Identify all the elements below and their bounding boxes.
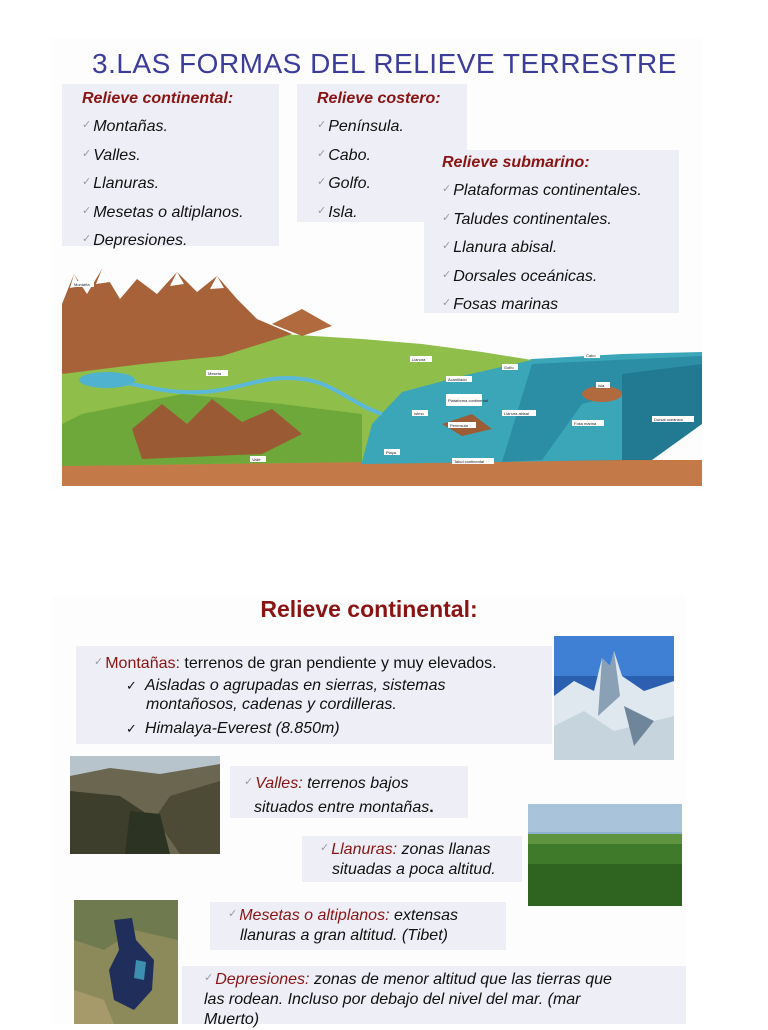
map-label: Meseta — [208, 371, 222, 376]
check-icon: ✓ — [442, 297, 452, 309]
map-label: Llanura abisal — [504, 411, 529, 416]
map-label: Isla — [598, 383, 605, 388]
relieve-continental-list — [82, 112, 279, 255]
check-icon: ✓ — [126, 721, 137, 736]
list-item: ✓ Mesetas o altiplanos. — [82, 203, 244, 221]
term-valles: Valles: — [255, 775, 303, 792]
depression-satellite-photo — [74, 900, 178, 1024]
map-label: Talud continental — [454, 459, 485, 464]
map-label: Acantilado — [448, 377, 467, 382]
mesetas-line-1: ✓ Mesetas o altiplanos: extensas — [228, 907, 459, 924]
check-icon: ✓ — [317, 176, 327, 188]
map-label: Valle — [252, 457, 261, 462]
check-icon: ✓ — [228, 908, 238, 920]
box-heading: Relieve continental: — [82, 90, 234, 107]
map-label: Playa — [386, 450, 397, 455]
check-icon: ✓ — [317, 147, 327, 160]
map-label: Dorsal oceánica — [654, 417, 683, 422]
slide-relieve-continental — [52, 596, 686, 1028]
list-item: ✓ Isla. — [317, 203, 358, 221]
check-icon: ✓ — [442, 211, 452, 224]
map-label: Fosa marina — [574, 421, 597, 426]
check-icon: ✓ — [320, 842, 330, 854]
list-item: ✓ Depresiones. — [82, 232, 188, 249]
list-item: ✓ Cabo. — [317, 146, 371, 164]
term-montanas: Montañas: — [105, 655, 180, 672]
montanas-sub-1-cont: montañosos, cadenas y cordilleras. — [146, 696, 397, 713]
check-icon: ✓ — [204, 972, 214, 984]
term-llanuras: Llanuras: — [331, 841, 398, 858]
map-label: Península — [450, 423, 468, 428]
check-icon: ✓ — [442, 268, 452, 281]
mesetas-line-2: llanuras a gran altitud. (Tibet) — [240, 927, 448, 944]
check-icon: ✓ — [82, 119, 92, 131]
check-icon: ✓ — [317, 204, 327, 217]
depresiones-line-3: Muerto) — [204, 1011, 260, 1028]
montanas-sub-2: ✓ Himalaya-Everest (8.850m) — [126, 720, 340, 737]
relieve-continental-box — [62, 84, 279, 249]
list-item: ✓ Llanura abisal. — [442, 239, 558, 256]
depresiones-box — [182, 966, 686, 1028]
list-item: ✓ Península. — [317, 118, 404, 135]
check-icon: ✓ — [82, 176, 92, 188]
mountain-photo — [554, 636, 674, 760]
map-label: Cabo — [586, 353, 596, 358]
ocean-trench — [622, 364, 702, 460]
box-heading: Relieve costero: — [317, 90, 441, 107]
term-mesetas: Mesetas o altiplanos: — [239, 907, 390, 924]
check-icon: ✓ — [442, 240, 452, 252]
map-label: Istmo — [414, 411, 424, 416]
list-item: ✓ Fosas marinas — [442, 296, 559, 313]
llanuras-box — [302, 836, 522, 882]
slide-relieve-terrestre — [52, 38, 702, 490]
valles-line-2: situados entre montañas. — [254, 799, 434, 816]
term-depresiones: Depresiones: — [215, 971, 310, 988]
check-icon: ✓ — [82, 204, 92, 217]
montanas-sub-1: ✓ Aisladas o agrupadas en sierras, sistemas — [126, 677, 446, 694]
check-icon: ✓ — [244, 776, 254, 788]
plain-photo — [528, 804, 682, 906]
map-label: Plataforma continental — [448, 398, 488, 403]
slide-title: Relieve continental: — [260, 596, 478, 622]
list-item: ✓ Golfo. — [317, 175, 371, 192]
map-label: Llanura — [412, 357, 426, 362]
valles-line-1: ✓ Valles: terrenos bajos — [244, 775, 409, 792]
slide-title: 3.LAS FORMAS DEL RELIEVE TERRESTRE — [92, 48, 677, 79]
depresiones-line-1: ✓ Depresiones: zonas de menor altitud que las tierras que — [204, 971, 612, 988]
llanuras-line-2: situadas a poca altitud. — [332, 861, 496, 878]
check-icon: ✓ — [94, 656, 104, 668]
list-item: ✓ Llanuras. — [82, 175, 160, 192]
montanas-desc: terrenos de gran pendiente y muy elevados. — [179, 655, 497, 672]
island — [582, 386, 622, 402]
list-item: ✓ Montañas. — [82, 118, 168, 135]
list-item: ✓ Dorsales oceánicas. — [442, 267, 598, 285]
list-item: ✓ Valles. — [82, 146, 141, 164]
map-label: Golfo — [504, 365, 514, 370]
list-item: ✓ Taludes continentales. — [442, 210, 612, 228]
check-icon: ✓ — [82, 147, 92, 160]
check-icon: ✓ — [442, 183, 452, 195]
check-icon: ✓ — [317, 119, 327, 131]
check-icon: ✓ — [82, 233, 92, 245]
check-icon: ✓ — [126, 678, 137, 693]
box-heading: Relieve submarino: — [442, 154, 590, 171]
list-item: ✓ Plataformas continentales. — [442, 182, 642, 199]
map-label: Montaña — [74, 282, 90, 287]
montanas-line — [94, 652, 552, 674]
lake — [79, 372, 135, 388]
depresiones-line-2: las rodean. Incluso por debajo del nivel del mar. (mar — [204, 991, 581, 1008]
valles-box — [230, 766, 468, 818]
valley-photo — [70, 756, 220, 854]
llanuras-line-1: ✓ Llanuras: zonas llanas — [320, 841, 491, 858]
relief-landscape-illustration — [62, 264, 702, 486]
mesetas-box — [210, 902, 506, 950]
